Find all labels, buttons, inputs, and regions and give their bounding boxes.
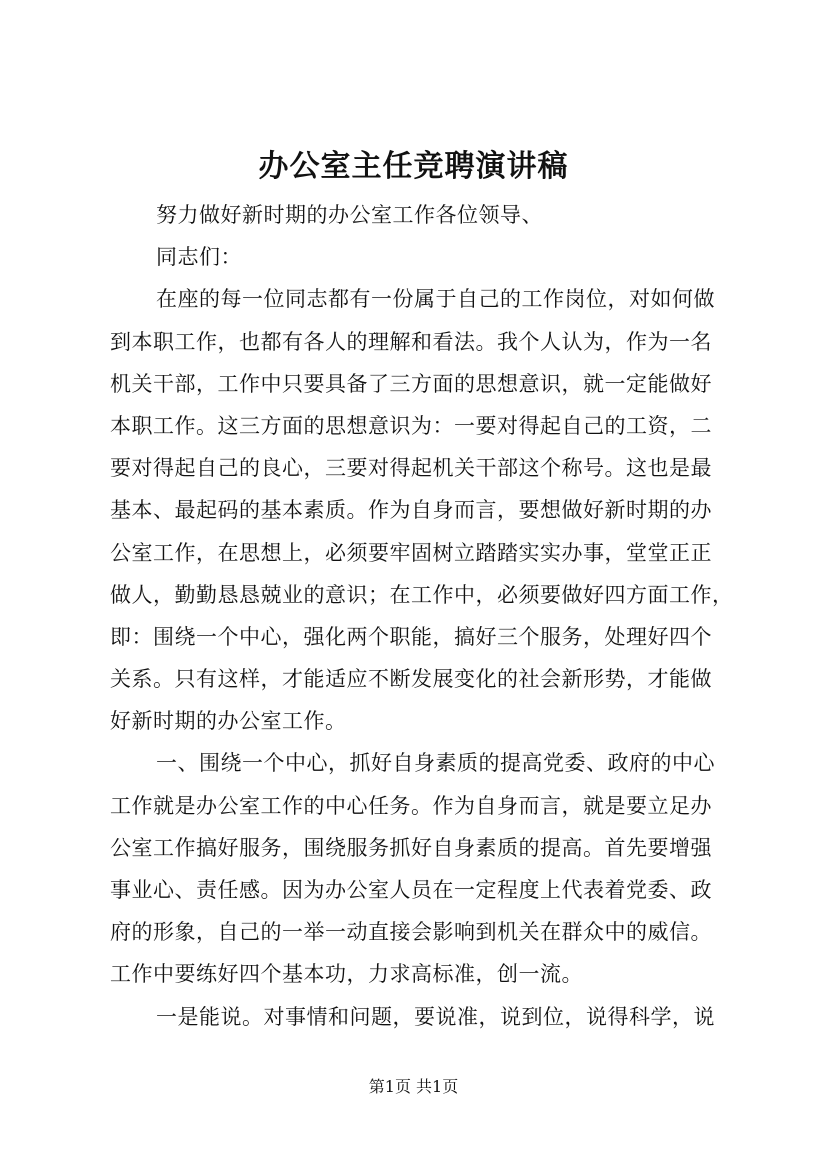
text-line: 努力做好新时期的办公室工作各位领导、 bbox=[156, 203, 543, 227]
text-line: 一、围绕一个中心，抓好自身素质的提高党委、政府的中心 bbox=[156, 751, 715, 776]
text-line: 做人，勤勤恳恳兢业的意识；在工作中，必须要做好四方面工作， bbox=[110, 582, 734, 607]
text-line: 关系。只有这样，才能适应不断发展变化的社会新形势，才能做 bbox=[110, 667, 712, 692]
text-line: 在座的每一位同志都有一份属于自己的工作岗位，对如何做 bbox=[156, 287, 715, 312]
text-line: 工作中要练好四个基本功，力求高标准，创一流。 bbox=[110, 962, 583, 987]
text-line: 公室工作，在思想上，必须要牢固树立踏踏实实办事，堂堂正正 bbox=[110, 540, 712, 565]
text-line: 要对得起自己的良心，三要对得起机关干部这个称号。这也是最 bbox=[110, 456, 712, 481]
text-line: 同志们： bbox=[156, 245, 242, 270]
text-line: 本职工作。这三方面的思想意识为：一要对得起自己的工资，二 bbox=[110, 413, 712, 438]
document-body bbox=[110, 194, 734, 1038]
text-line: 到本职工作，也都有各人的理解和看法。我个人认为，作为一名 bbox=[110, 329, 712, 354]
text-line: 事业心、责任感。因为办公室人员在一定程度上代表着党委、政 bbox=[110, 878, 712, 902]
document-title: 办公室主任竞聘演讲稿 bbox=[258, 149, 569, 184]
text-line: 府的形象，自己的一举一动直接会影响到机关在群众中的威信。 bbox=[110, 920, 712, 945]
text-line: 公室工作搞好服务，围绕服务抓好自身素质的提高。首先要增强 bbox=[110, 835, 712, 860]
text-line: 基本、最起码的基本素质。作为自身而言，要想做好新时期的办 bbox=[110, 498, 712, 523]
text-line: 机关干部，工作中只要具备了三方面的思想意识，就一定能做好 bbox=[110, 371, 712, 396]
text-line: 工作就是办公室工作的中心任务。作为自身而言，就是要立足办 bbox=[110, 793, 712, 818]
text-line: 好新时期的办公室工作。 bbox=[110, 709, 347, 734]
text-line: 即：围绕一个中心，强化两个职能，搞好三个服务，处理好四个 bbox=[110, 624, 712, 649]
page-footer: 第1页 共1页 bbox=[368, 1077, 459, 1096]
text-line: 一是能说。对事情和问题，要说准，说到位，说得科学，说 bbox=[156, 1004, 715, 1029]
